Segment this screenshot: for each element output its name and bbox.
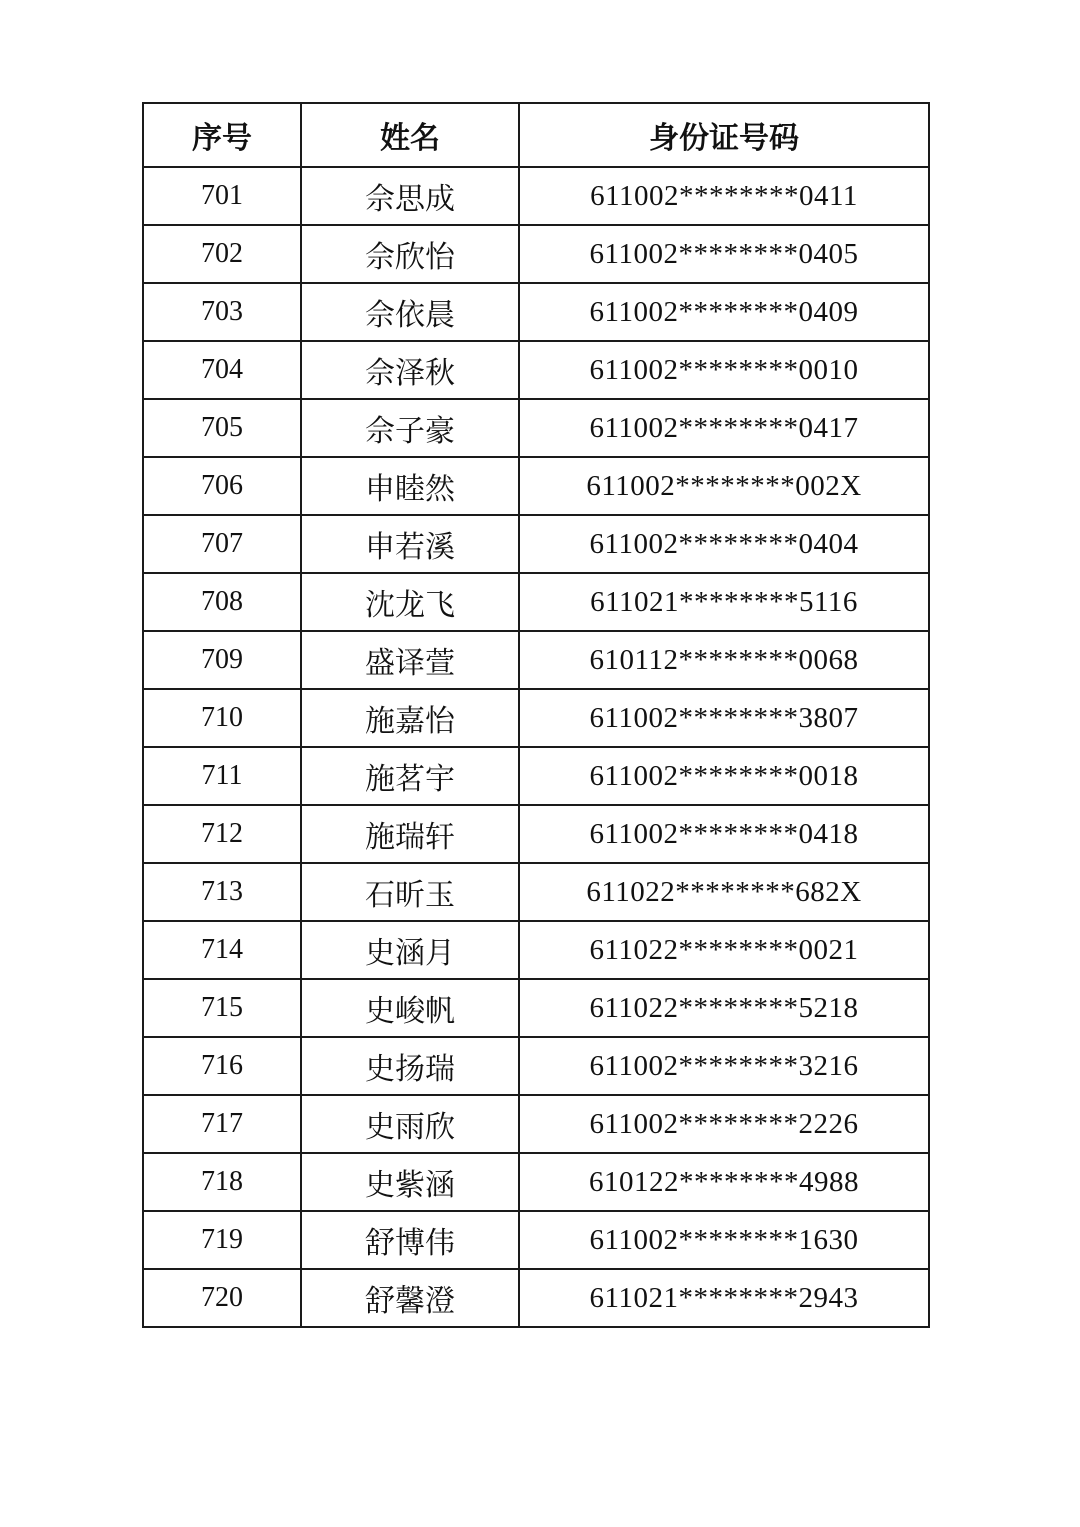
row-seq-cell: 720 <box>143 1269 301 1327</box>
row-name-cell: 申若溪 <box>301 515 519 573</box>
table-row <box>143 979 929 1037</box>
header-row <box>143 103 929 167</box>
row-name-cell: 佘泽秋 <box>301 341 519 399</box>
table-row <box>143 747 929 805</box>
row-id-cell: 611002********2226 <box>519 1095 929 1153</box>
table-row <box>143 573 929 631</box>
row-name-cell: 史扬瑞 <box>301 1037 519 1095</box>
row-name-cell: 石昕玉 <box>301 863 519 921</box>
table-row <box>143 283 929 341</box>
table-row <box>143 1095 929 1153</box>
row-seq-cell: 717 <box>143 1095 301 1153</box>
row-id-cell: 611002********3216 <box>519 1037 929 1095</box>
row-id-cell: 611002********3807 <box>519 689 929 747</box>
row-id-cell: 611002********002X <box>519 457 929 515</box>
row-id-cell: 611021********2943 <box>519 1269 929 1327</box>
row-seq-cell: 701 <box>143 167 301 225</box>
row-id-cell: 611021********5116 <box>519 573 929 631</box>
row-id-cell: 611002********0010 <box>519 341 929 399</box>
row-id-cell: 611002********0404 <box>519 515 929 573</box>
row-seq-cell: 714 <box>143 921 301 979</box>
row-name-cell: 佘思成 <box>301 167 519 225</box>
table-row <box>143 167 929 225</box>
table-row <box>143 863 929 921</box>
row-seq-cell: 719 <box>143 1211 301 1269</box>
row-seq-cell: 709 <box>143 631 301 689</box>
row-id-cell: 611022********682X <box>519 863 929 921</box>
row-seq-cell: 707 <box>143 515 301 573</box>
header-name: 姓名 <box>301 103 519 167</box>
table-row <box>143 631 929 689</box>
table-row <box>143 805 929 863</box>
table-row <box>143 225 929 283</box>
row-name-cell: 施瑞轩 <box>301 805 519 863</box>
row-name-cell: 舒馨澄 <box>301 1269 519 1327</box>
row-seq-cell: 712 <box>143 805 301 863</box>
table-row <box>143 515 929 573</box>
row-seq-cell: 705 <box>143 399 301 457</box>
table-row <box>143 399 929 457</box>
row-name-cell: 盛译萱 <box>301 631 519 689</box>
row-id-cell: 611002********0418 <box>519 805 929 863</box>
row-seq-cell: 708 <box>143 573 301 631</box>
row-name-cell: 史涵月 <box>301 921 519 979</box>
row-seq-cell: 713 <box>143 863 301 921</box>
row-id-cell: 610122********4988 <box>519 1153 929 1211</box>
row-seq-cell: 718 <box>143 1153 301 1211</box>
row-seq-cell: 704 <box>143 341 301 399</box>
table-row <box>143 457 929 515</box>
row-id-cell: 611002********0417 <box>519 399 929 457</box>
table-row <box>143 1037 929 1095</box>
table-row <box>143 689 929 747</box>
roster-table <box>142 102 930 1328</box>
row-name-cell: 施茗宇 <box>301 747 519 805</box>
row-id-cell: 611022********0021 <box>519 921 929 979</box>
table-row <box>143 1153 929 1211</box>
row-name-cell: 史紫涵 <box>301 1153 519 1211</box>
table-header <box>143 103 929 167</box>
row-seq-cell: 702 <box>143 225 301 283</box>
header-seq: 序号 <box>143 103 301 167</box>
row-name-cell: 施嘉怡 <box>301 689 519 747</box>
table-body <box>143 167 929 1327</box>
row-name-cell: 佘子豪 <box>301 399 519 457</box>
table-row <box>143 1211 929 1269</box>
row-name-cell: 申睦然 <box>301 457 519 515</box>
row-seq-cell: 715 <box>143 979 301 1037</box>
row-id-cell: 611002********1630 <box>519 1211 929 1269</box>
row-id-cell: 611002********0018 <box>519 747 929 805</box>
row-seq-cell: 716 <box>143 1037 301 1095</box>
header-id: 身份证号码 <box>519 103 929 167</box>
row-id-cell: 610112********0068 <box>519 631 929 689</box>
row-name-cell: 舒博伟 <box>301 1211 519 1269</box>
row-name-cell: 史峻帆 <box>301 979 519 1037</box>
row-seq-cell: 711 <box>143 747 301 805</box>
row-name-cell: 沈龙飞 <box>301 573 519 631</box>
row-name-cell: 史雨欣 <box>301 1095 519 1153</box>
table-row <box>143 1269 929 1327</box>
row-id-cell: 611002********0409 <box>519 283 929 341</box>
row-id-cell: 611002********0405 <box>519 225 929 283</box>
row-seq-cell: 710 <box>143 689 301 747</box>
row-name-cell: 佘欣怡 <box>301 225 519 283</box>
row-id-cell: 611022********5218 <box>519 979 929 1037</box>
table-row <box>143 341 929 399</box>
row-seq-cell: 706 <box>143 457 301 515</box>
row-id-cell: 611002********0411 <box>519 167 929 225</box>
row-name-cell: 佘依晨 <box>301 283 519 341</box>
row-seq-cell: 703 <box>143 283 301 341</box>
table-row <box>143 921 929 979</box>
